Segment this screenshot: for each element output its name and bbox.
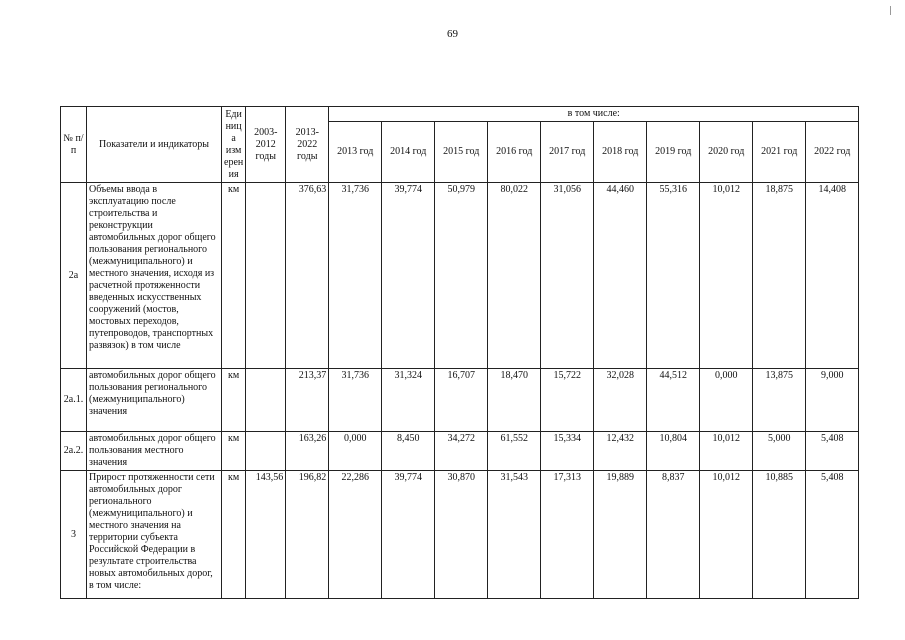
row-value: 31,324	[382, 369, 435, 432]
row-value: 80,022	[488, 183, 541, 369]
row-value: 31,736	[329, 183, 382, 369]
row-value: 18,875	[753, 183, 806, 369]
row-unit: км	[222, 471, 246, 599]
row-value: 5,408	[806, 432, 859, 471]
row-value: 39,774	[382, 183, 435, 369]
header-year: 2017 год	[541, 122, 594, 183]
row-unit: км	[222, 183, 246, 369]
header-year: 2018 год	[594, 122, 647, 183]
header-indicators: Показатели и индикаторы	[87, 107, 222, 183]
table-row	[61, 471, 859, 599]
row-period-2013-2022: 376,63	[286, 183, 329, 369]
row-value: 8,450	[382, 432, 435, 471]
row-value: 39,774	[382, 471, 435, 599]
row-unit: км	[222, 369, 246, 432]
row-value: 10,012	[700, 432, 753, 471]
row-value: 8,837	[647, 471, 700, 599]
header-year: 2019 год	[647, 122, 700, 183]
header-unit: Еди ниц а изм ерен ия	[222, 107, 246, 183]
row-period-2013-2022: 163,26	[286, 432, 329, 471]
corner-mark	[890, 6, 891, 15]
header-year: 2021 год	[753, 122, 806, 183]
row-indicator-name: автомобильных дорог общего пользования регионального (межмуниципального) значения	[87, 369, 222, 432]
row-value: 15,722	[541, 369, 594, 432]
row-value: 10,012	[700, 471, 753, 599]
row-value: 18,470	[488, 369, 541, 432]
header-including: в том числе:	[329, 107, 859, 122]
row-value: 44,512	[647, 369, 700, 432]
row-value: 16,707	[435, 369, 488, 432]
row-number: 2а.2.	[61, 432, 87, 471]
row-value: 10,885	[753, 471, 806, 599]
header-year: 2014 год	[382, 122, 435, 183]
row-value: 10,012	[700, 183, 753, 369]
row-unit: км	[222, 432, 246, 471]
row-period-2003-2012	[246, 369, 286, 432]
row-value: 14,408	[806, 183, 859, 369]
row-period-2003-2012: 143,56	[246, 471, 286, 599]
row-number: 2а	[61, 183, 87, 369]
row-value: 32,028	[594, 369, 647, 432]
row-value: 5,000	[753, 432, 806, 471]
row-value: 13,875	[753, 369, 806, 432]
row-value: 55,316	[647, 183, 700, 369]
row-value: 31,056	[541, 183, 594, 369]
header-no: № п/п	[61, 107, 87, 183]
row-number: 2а.1.	[61, 369, 87, 432]
row-indicator-name: Прирост протяженности сети автомобильных дорог регионального (межмуниципального) и местного значения на территории субъекта Российской Федерации в результате строительства новых автомобильных дорог, в том числе:	[87, 471, 222, 599]
row-value: 22,286	[329, 471, 382, 599]
header-year: 2013 год	[329, 122, 382, 183]
header-period-2013-2022: 2013-2022 годы	[286, 107, 329, 183]
row-value: 12,432	[594, 432, 647, 471]
row-value: 30,870	[435, 471, 488, 599]
page-number: 69	[447, 28, 458, 40]
row-value: 19,889	[594, 471, 647, 599]
row-number: 3	[61, 471, 87, 599]
row-value: 31,736	[329, 369, 382, 432]
header-year: 2015 год	[435, 122, 488, 183]
row-value: 9,000	[806, 369, 859, 432]
header-year: 2016 год	[488, 122, 541, 183]
row-indicator-name: Объемы ввода в эксплуатацию после строительства и реконструкции автомобильных дорог общего пользования регионального (межмуниципального) и местного значения, исходя из расчетной протяженности введенных искусственных сооружений (мостов, мостовых переходов, путепроводов, транспортных развязок) в том числе	[87, 183, 222, 369]
table-row	[61, 432, 859, 471]
row-value: 0,000	[329, 432, 382, 471]
indicators-table	[60, 106, 859, 599]
table-row	[61, 183, 859, 369]
row-value: 50,979	[435, 183, 488, 369]
row-period-2013-2022: 213,37	[286, 369, 329, 432]
row-value: 61,552	[488, 432, 541, 471]
row-value: 31,543	[488, 471, 541, 599]
row-value: 34,272	[435, 432, 488, 471]
row-value: 0,000	[700, 369, 753, 432]
row-value: 15,334	[541, 432, 594, 471]
header-period-2003-2012: 2003-2012 годы	[246, 107, 286, 183]
header-year: 2022 год	[806, 122, 859, 183]
table-row	[61, 369, 859, 432]
row-value: 5,408	[806, 471, 859, 599]
row-value: 17,313	[541, 471, 594, 599]
row-value: 10,804	[647, 432, 700, 471]
row-indicator-name: автомобильных дорог общего пользования местного значения	[87, 432, 222, 471]
row-period-2003-2012	[246, 183, 286, 369]
row-period-2003-2012	[246, 432, 286, 471]
header-year: 2020 год	[700, 122, 753, 183]
row-value: 44,460	[594, 183, 647, 369]
row-period-2013-2022: 196,82	[286, 471, 329, 599]
